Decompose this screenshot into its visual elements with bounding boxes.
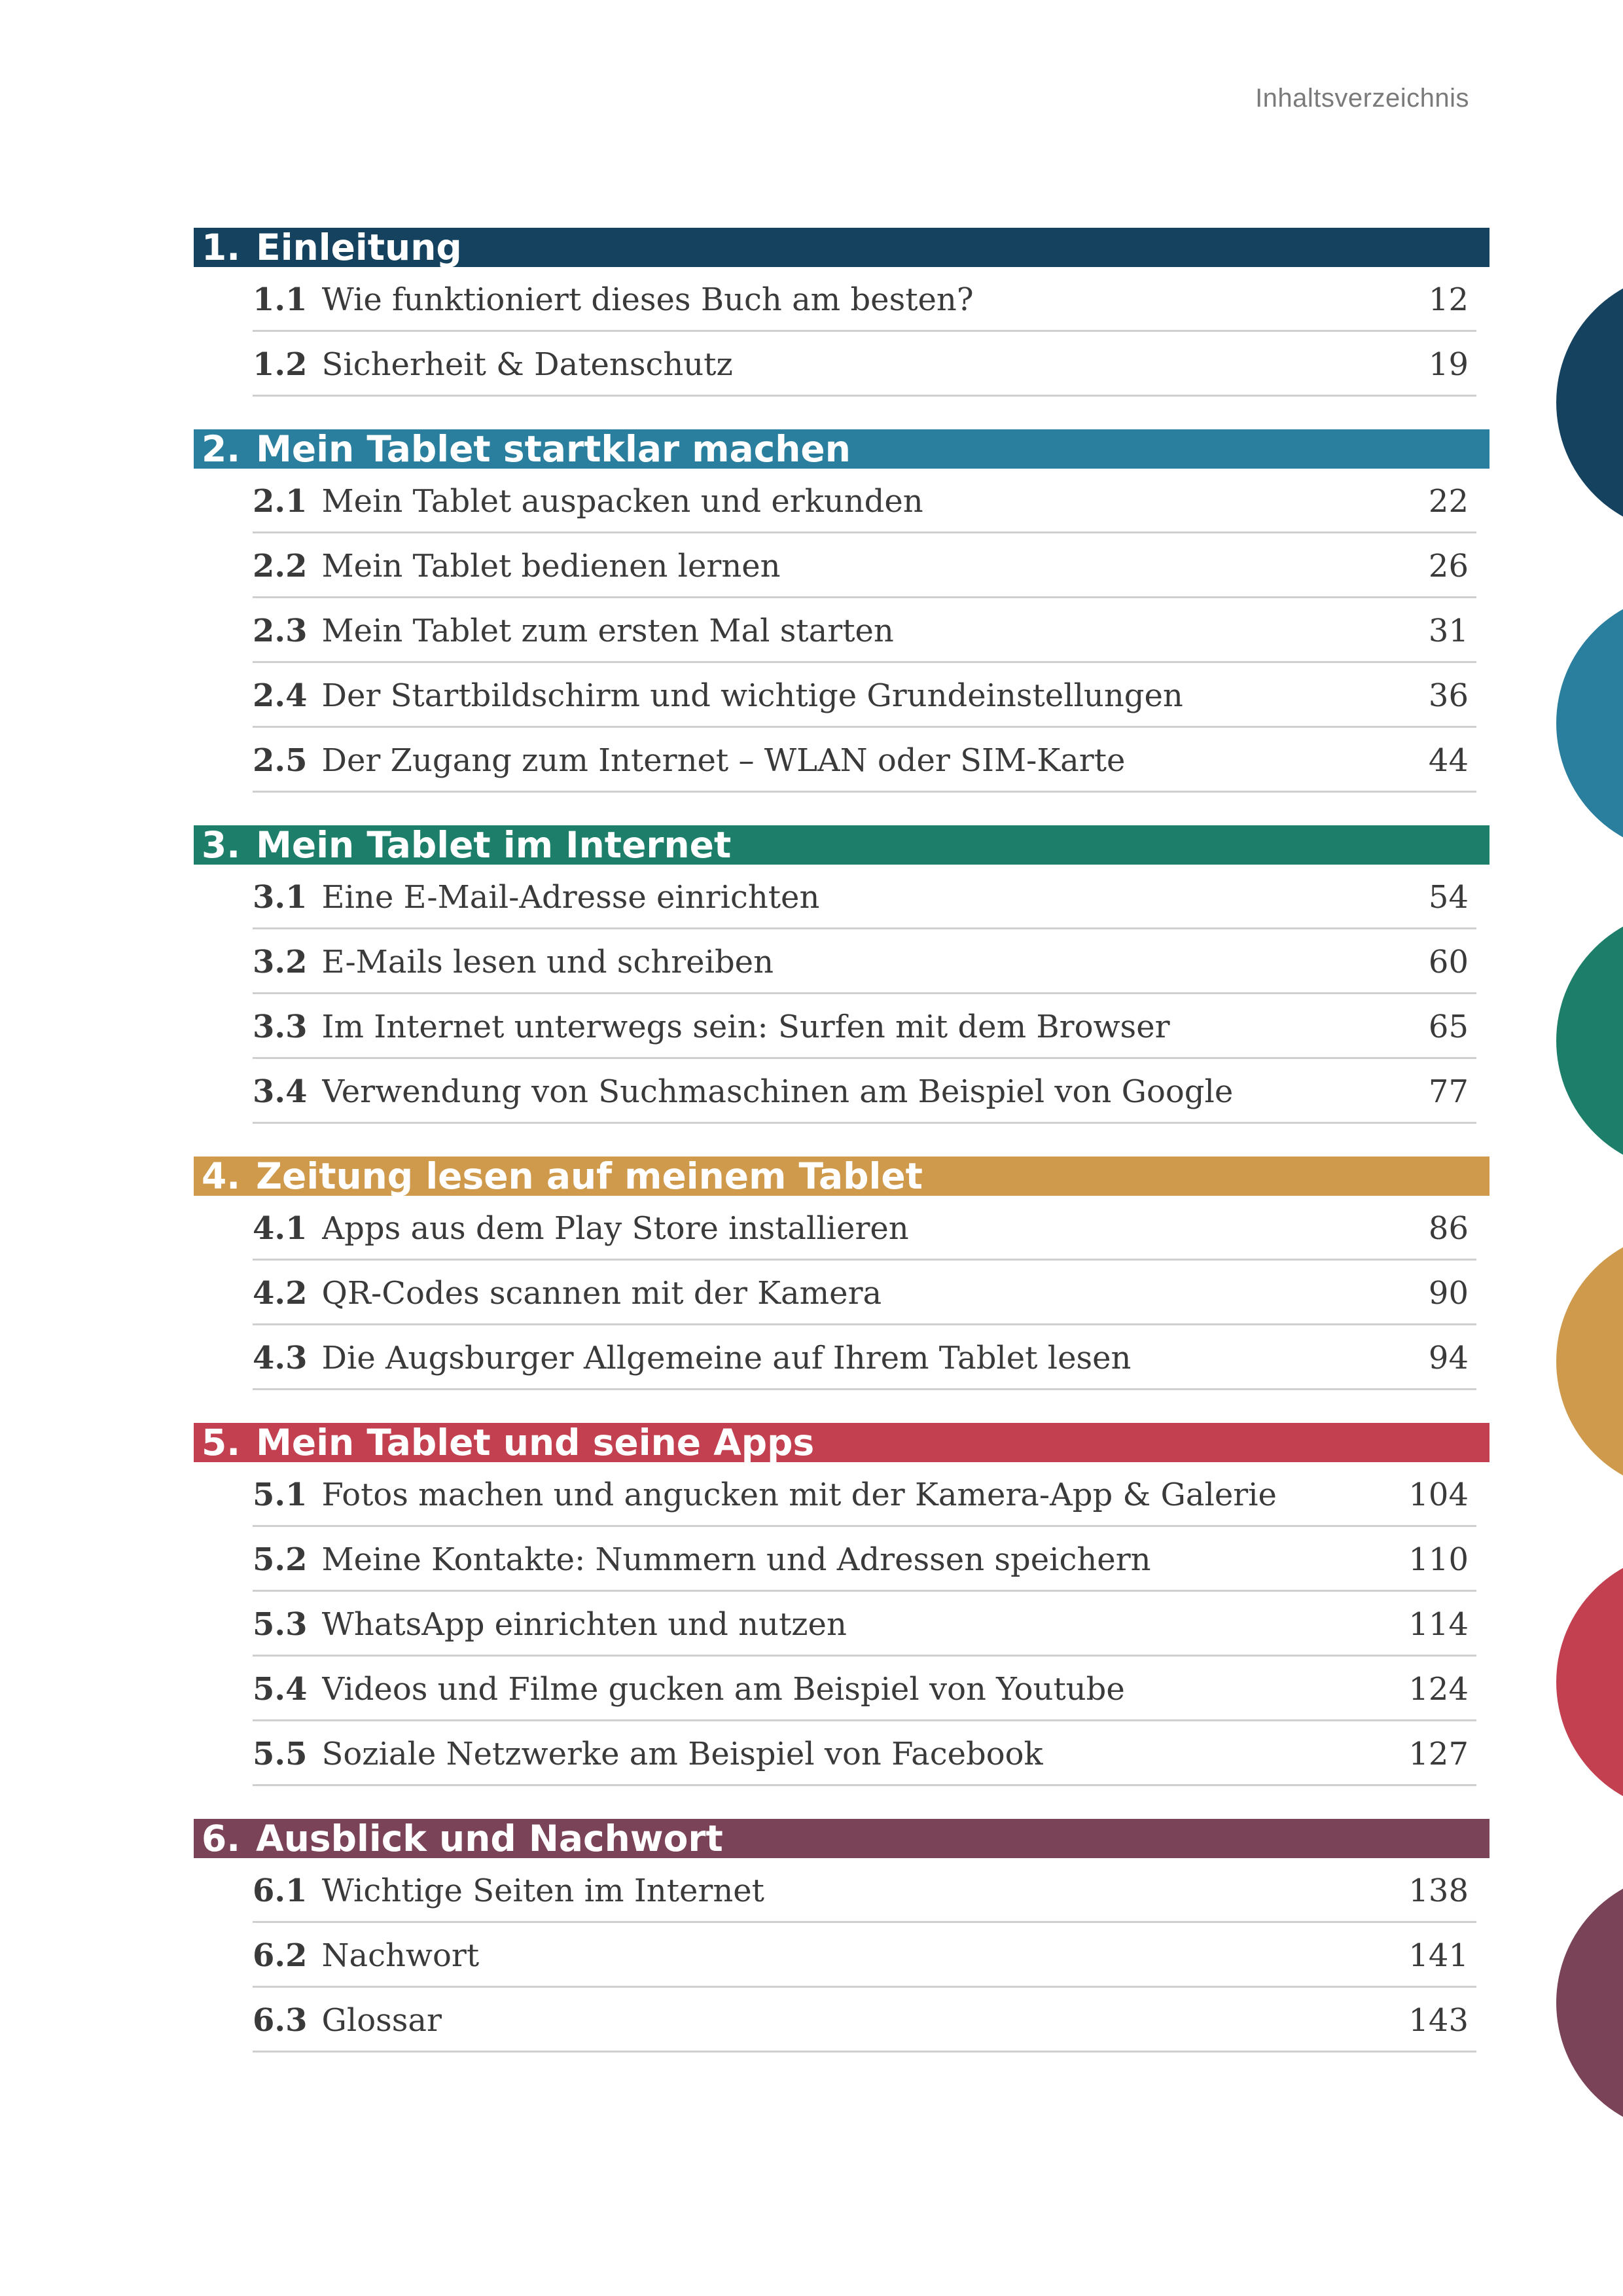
- entry-page-number: 94: [1428, 1340, 1469, 1376]
- chapter-entries: [253, 469, 1476, 793]
- entry-page-number: 124: [1408, 1671, 1469, 1708]
- toc-entry[interactable]: [253, 865, 1476, 929]
- toc-entry[interactable]: [253, 332, 1476, 397]
- entry-number: 5.1: [253, 1477, 308, 1513]
- entry-title: Im Internet unterwegs sein: Surfen mit dem Browser: [321, 1009, 1170, 1045]
- chapter-entries: [253, 1858, 1476, 2053]
- chapter-section: [194, 1157, 1489, 1390]
- entry-page-number: 65: [1428, 1009, 1469, 1045]
- entry-page-number: 19: [1428, 346, 1469, 383]
- entry-number: 2.5: [253, 742, 308, 779]
- entry-title: Meine Kontakte: Nummern und Adressen speichern: [321, 1541, 1151, 1578]
- chapter-title: Mein Tablet im Internet: [256, 824, 732, 866]
- entry-page-number: 86: [1428, 1210, 1469, 1247]
- entry-title: Wichtige Seiten im Internet: [321, 1873, 764, 1909]
- entry-page-number: 36: [1428, 677, 1469, 714]
- chapter-title: Mein Tablet startklar machen: [256, 428, 851, 470]
- toc-entry[interactable]: [253, 728, 1476, 793]
- entry-number: 2.3: [253, 613, 308, 649]
- toc-entry[interactable]: [253, 1858, 1476, 1923]
- toc-entry[interactable]: [253, 1988, 1476, 2053]
- entry-page-number: 12: [1428, 281, 1469, 318]
- entry-title: Nachwort: [321, 1937, 480, 1974]
- chapter-tab-circle: [1556, 272, 1623, 533]
- entry-number: 6.1: [253, 1873, 308, 1909]
- entry-number: 5.3: [253, 1606, 308, 1643]
- toc-entry[interactable]: [253, 267, 1476, 332]
- chapter-tab-circle: [1556, 1551, 1623, 1813]
- entry-number: 5.2: [253, 1541, 308, 1578]
- entry-title: WhatsApp einrichten und nutzen: [321, 1606, 847, 1643]
- chapter-heading[interactable]: [194, 825, 1489, 865]
- entry-number: 2.2: [253, 548, 308, 584]
- chapter-tab-circle: [1556, 592, 1623, 854]
- entry-title: Mein Tablet auspacken und erkunden: [321, 483, 923, 520]
- chapter-number: 6.: [202, 1818, 241, 1859]
- entry-number: 5.4: [253, 1671, 308, 1708]
- running-header: Inhaltsverzeichnis: [1255, 84, 1469, 113]
- entry-number: 2.1: [253, 483, 308, 520]
- toc-entry[interactable]: [253, 1657, 1476, 1721]
- chapter-tab-circle: [1556, 1872, 1623, 2134]
- toc-entry[interactable]: [253, 994, 1476, 1059]
- toc-entry[interactable]: [253, 1721, 1476, 1786]
- entry-page-number: 110: [1408, 1541, 1469, 1578]
- entry-title: Die Augsburger Allgemeine auf Ihrem Tablet lesen: [321, 1340, 1132, 1376]
- entry-page-number: 54: [1428, 879, 1469, 916]
- toc-entry[interactable]: [253, 663, 1476, 728]
- table-of-contents: [194, 228, 1489, 2085]
- toc-entry[interactable]: [253, 598, 1476, 663]
- toc-entry[interactable]: [253, 1196, 1476, 1261]
- toc-entry[interactable]: [253, 1923, 1476, 1988]
- entry-number: 4.1: [253, 1210, 308, 1247]
- entry-page-number: 138: [1408, 1873, 1469, 1909]
- chapter-number: 3.: [202, 824, 241, 866]
- entry-title: E-Mails lesen und schreiben: [321, 944, 774, 980]
- chapter-section: [194, 429, 1489, 793]
- toc-entry[interactable]: [253, 1592, 1476, 1657]
- entry-page-number: 104: [1408, 1477, 1469, 1513]
- toc-entry[interactable]: [253, 1261, 1476, 1325]
- entry-number: 1.1: [253, 281, 308, 318]
- entry-number: 3.2: [253, 944, 308, 980]
- chapter-number: 5.: [202, 1422, 241, 1463]
- toc-entry[interactable]: [253, 533, 1476, 598]
- entry-number: 3.4: [253, 1073, 308, 1110]
- chapter-number: 2.: [202, 428, 241, 470]
- chapter-heading[interactable]: [194, 1423, 1489, 1462]
- entry-page-number: 114: [1408, 1606, 1469, 1643]
- entry-page-number: 143: [1408, 2002, 1469, 2039]
- chapter-number: 4.: [202, 1155, 241, 1197]
- entry-page-number: 26: [1428, 548, 1469, 584]
- chapter-heading[interactable]: [194, 1819, 1489, 1858]
- entry-page-number: 90: [1428, 1275, 1469, 1312]
- entry-number: 3.3: [253, 1009, 308, 1045]
- entry-title: Wie funktioniert dieses Buch am besten?: [321, 281, 974, 318]
- entry-title: Eine E-Mail-Adresse einrichten: [321, 879, 820, 916]
- chapter-heading[interactable]: [194, 1157, 1489, 1196]
- toc-entry[interactable]: [253, 1059, 1476, 1124]
- toc-entry[interactable]: [253, 1462, 1476, 1527]
- chapter-title: Ausblick und Nachwort: [256, 1818, 723, 1859]
- entry-page-number: 127: [1408, 1736, 1469, 1772]
- chapter-tab-circle: [1556, 1230, 1623, 1492]
- entry-title: Der Zugang zum Internet – WLAN oder SIM-Karte: [321, 742, 1126, 779]
- toc-entry[interactable]: [253, 1527, 1476, 1592]
- entry-number: 6.2: [253, 1937, 308, 1974]
- chapter-section: [194, 228, 1489, 397]
- chapter-section: [194, 825, 1489, 1124]
- chapter-title: Einleitung: [256, 226, 462, 268]
- entry-title: Soziale Netzwerke am Beispiel von Facebook: [321, 1736, 1043, 1772]
- chapter-section: [194, 1819, 1489, 2053]
- chapter-entries: [253, 1196, 1476, 1390]
- entry-page-number: 60: [1428, 944, 1469, 980]
- chapter-title: Zeitung lesen auf meinem Tablet: [256, 1155, 923, 1197]
- entry-title: QR-Codes scannen mit der Kamera: [321, 1275, 882, 1312]
- chapter-entries: [253, 1462, 1476, 1786]
- entry-title: Sicherheit & Datenschutz: [321, 346, 733, 383]
- chapter-entries: [253, 267, 1476, 397]
- entry-title: Der Startbildschirm und wichtige Grundeinstellungen: [321, 677, 1183, 714]
- chapter-section: [194, 1423, 1489, 1786]
- entry-title: Videos und Filme gucken am Beispiel von Youtube: [321, 1671, 1125, 1708]
- chapter-number: 1.: [202, 226, 241, 268]
- chapter-heading[interactable]: [194, 429, 1489, 469]
- toc-entry[interactable]: [253, 1325, 1476, 1390]
- entry-title: Apps aus dem Play Store installieren: [321, 1210, 909, 1247]
- entry-page-number: 77: [1428, 1073, 1469, 1110]
- entry-page-number: 44: [1428, 742, 1469, 779]
- chapter-heading[interactable]: [194, 228, 1489, 267]
- chapter-tab-circle: [1556, 910, 1623, 1172]
- entry-number: 6.3: [253, 2002, 308, 2039]
- toc-entry[interactable]: [253, 469, 1476, 533]
- entry-page-number: 31: [1428, 613, 1469, 649]
- entry-title: Mein Tablet bedienen lernen: [321, 548, 781, 584]
- entry-number: 4.3: [253, 1340, 308, 1376]
- chapter-entries: [253, 865, 1476, 1124]
- entry-title: Mein Tablet zum ersten Mal starten: [321, 613, 894, 649]
- entry-title: Glossar: [321, 2002, 442, 2039]
- entry-page-number: 22: [1428, 483, 1469, 520]
- entry-title: Verwendung von Suchmaschinen am Beispiel von Google: [321, 1073, 1234, 1110]
- entry-number: 2.4: [253, 677, 308, 714]
- entry-title: Fotos machen und angucken mit der Kamera-App & Galerie: [321, 1477, 1277, 1513]
- entry-number: 1.2: [253, 346, 308, 383]
- entry-number: 5.5: [253, 1736, 308, 1772]
- chapter-title: Mein Tablet und seine Apps: [256, 1422, 815, 1463]
- entry-page-number: 141: [1408, 1937, 1469, 1974]
- toc-entry[interactable]: [253, 929, 1476, 994]
- entry-number: 4.2: [253, 1275, 308, 1312]
- entry-number: 3.1: [253, 879, 308, 916]
